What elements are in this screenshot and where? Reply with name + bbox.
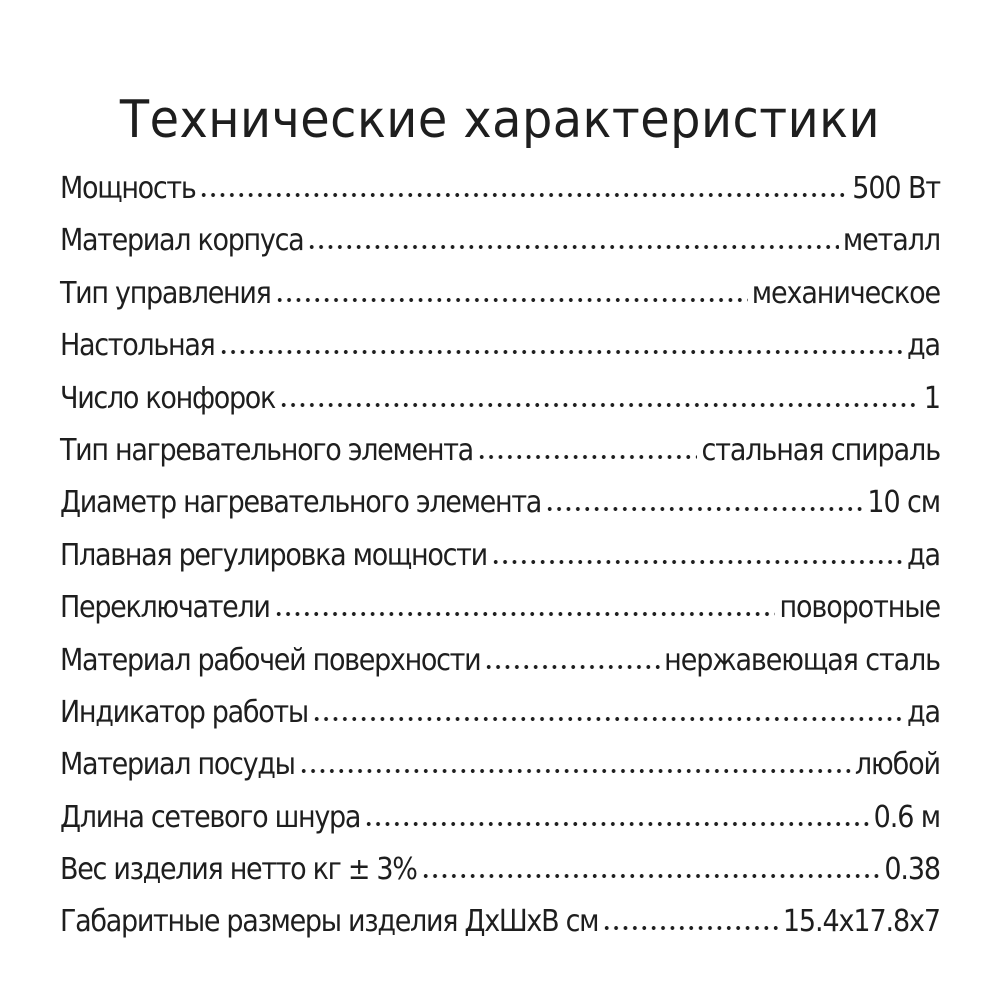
- spec-value: 0.38: [884, 852, 940, 888]
- spec-value: поворотные: [779, 590, 940, 626]
- spec-row-net-weight: [60, 844, 940, 896]
- spec-label: Материал посуды: [60, 747, 295, 783]
- dot-leader: [545, 507, 863, 511]
- spec-row-heating-element-type: [60, 425, 940, 477]
- spec-label: Тип управления: [60, 275, 271, 311]
- spec-label: Настольная: [60, 328, 215, 364]
- page-title: Технические характеристики: [119, 89, 881, 150]
- spec-row-body-material: [60, 215, 940, 267]
- dot-leader: [199, 193, 848, 197]
- spec-label: Индикатор работы: [60, 694, 308, 730]
- spec-value: металл: [842, 223, 940, 259]
- spec-value: 500 Вт: [852, 171, 940, 206]
- spec-row-power-indicator: [60, 687, 940, 739]
- spec-value: 0.6 м: [873, 799, 940, 835]
- dot-leader: [275, 298, 748, 302]
- spec-row-switches: [60, 582, 940, 634]
- spec-row-heating-element-diameter: [60, 477, 940, 529]
- spec-label: Материал корпуса: [60, 223, 304, 259]
- spec-label: Материал рабочей поверхности: [60, 642, 481, 678]
- dot-leader: [477, 455, 698, 459]
- dot-leader: [274, 612, 776, 616]
- spec-label: Мощность: [60, 171, 196, 206]
- dot-leader: [312, 717, 903, 721]
- dot-leader: [307, 245, 839, 249]
- spec-value: да: [906, 537, 940, 573]
- spec-label: Габаритные размеры изделия ДхШхВ см: [60, 904, 599, 940]
- spec-label: Диаметр нагревательного элемента: [60, 485, 541, 521]
- spec-label: Вес изделия нетто кг ± 3%: [60, 852, 417, 888]
- spec-row-surface-material: [60, 635, 940, 687]
- spec-row-dimensions: [60, 896, 940, 948]
- dot-leader: [491, 560, 903, 564]
- dot-leader: [602, 926, 779, 930]
- spec-label: Плавная регулировка мощности: [60, 537, 487, 573]
- spec-row-tabletop: [60, 320, 940, 372]
- dot-leader: [279, 403, 920, 407]
- spec-row-burner-count: [60, 373, 940, 425]
- spec-value: да: [906, 328, 940, 364]
- spec-value: 1: [923, 380, 940, 416]
- dot-leader: [299, 769, 851, 773]
- dot-leader: [219, 350, 903, 354]
- spec-value: любой: [854, 747, 940, 783]
- spec-value: нержавеющая сталь: [664, 642, 940, 678]
- spec-row-power: [60, 163, 940, 215]
- spec-value: 10 см: [867, 485, 940, 521]
- spec-row-control-type: [60, 268, 940, 320]
- spec-value: механическое: [751, 275, 940, 311]
- spec-value: да: [906, 694, 940, 730]
- dot-leader: [364, 822, 870, 826]
- dot-leader: [421, 874, 881, 878]
- spec-value: 15.4x17.8x7: [782, 904, 940, 940]
- spec-label: Число конфорок: [60, 380, 276, 416]
- spec-row-cookware-material: [60, 739, 940, 791]
- spec-label: Тип нагревательного элемента: [60, 432, 473, 468]
- spec-list: [60, 163, 940, 949]
- spec-row-cord-length: [60, 792, 940, 844]
- spec-value: стальная спираль: [701, 432, 940, 468]
- dot-leader: [484, 665, 660, 669]
- spec-label: Длина сетевого шнура: [60, 799, 361, 835]
- spec-row-smooth-power-control: [60, 530, 940, 582]
- spec-label: Переключатели: [60, 590, 270, 626]
